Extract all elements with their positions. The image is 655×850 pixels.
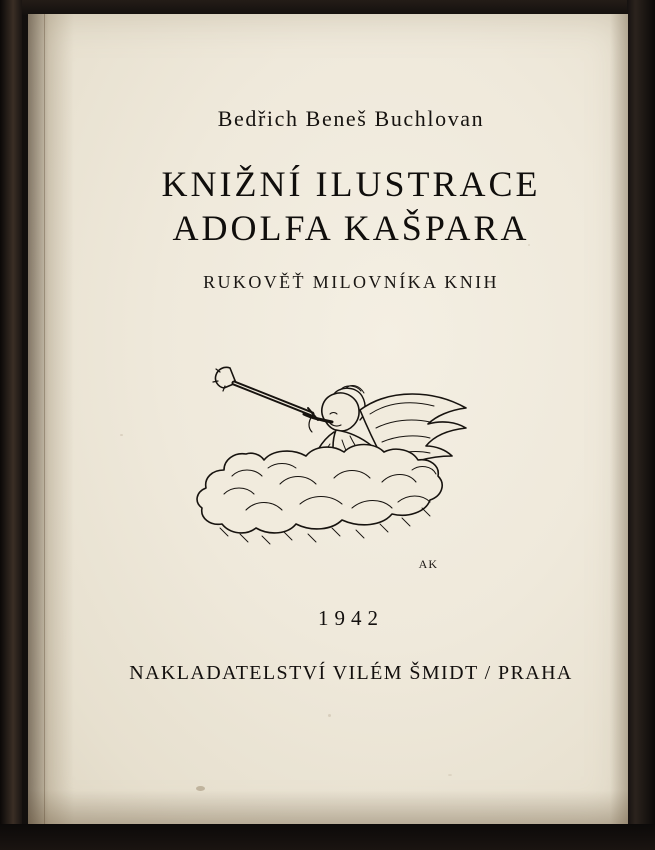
page-gutter-line [44, 14, 45, 824]
cover-edge-right [627, 0, 655, 850]
page-title [74, 162, 628, 250]
publisher-imprint: NAKLADATELSTVÍ VILÉM ŠMIDT / PRAHA [129, 662, 573, 684]
publication-year: 1942 [318, 606, 384, 630]
subtitle: RUKOVĚŤ MILOVNÍKA KNIH [203, 272, 499, 292]
author-name: Bedřich Beneš Buchlovan [217, 106, 485, 131]
title-line-1: KNIŽNÍ ILUSTRACE [161, 164, 541, 204]
cover-edge-bottom [0, 824, 655, 850]
title-line-2: ADOLFA KAŠPARA [172, 208, 530, 248]
title-block [74, 14, 628, 824]
page-gutter-shadow [28, 14, 74, 824]
artist-monogram: AK [418, 557, 438, 571]
title-page [28, 14, 628, 824]
cover-edge-left [0, 0, 22, 850]
angel-with-trumpet-icon [184, 336, 524, 586]
